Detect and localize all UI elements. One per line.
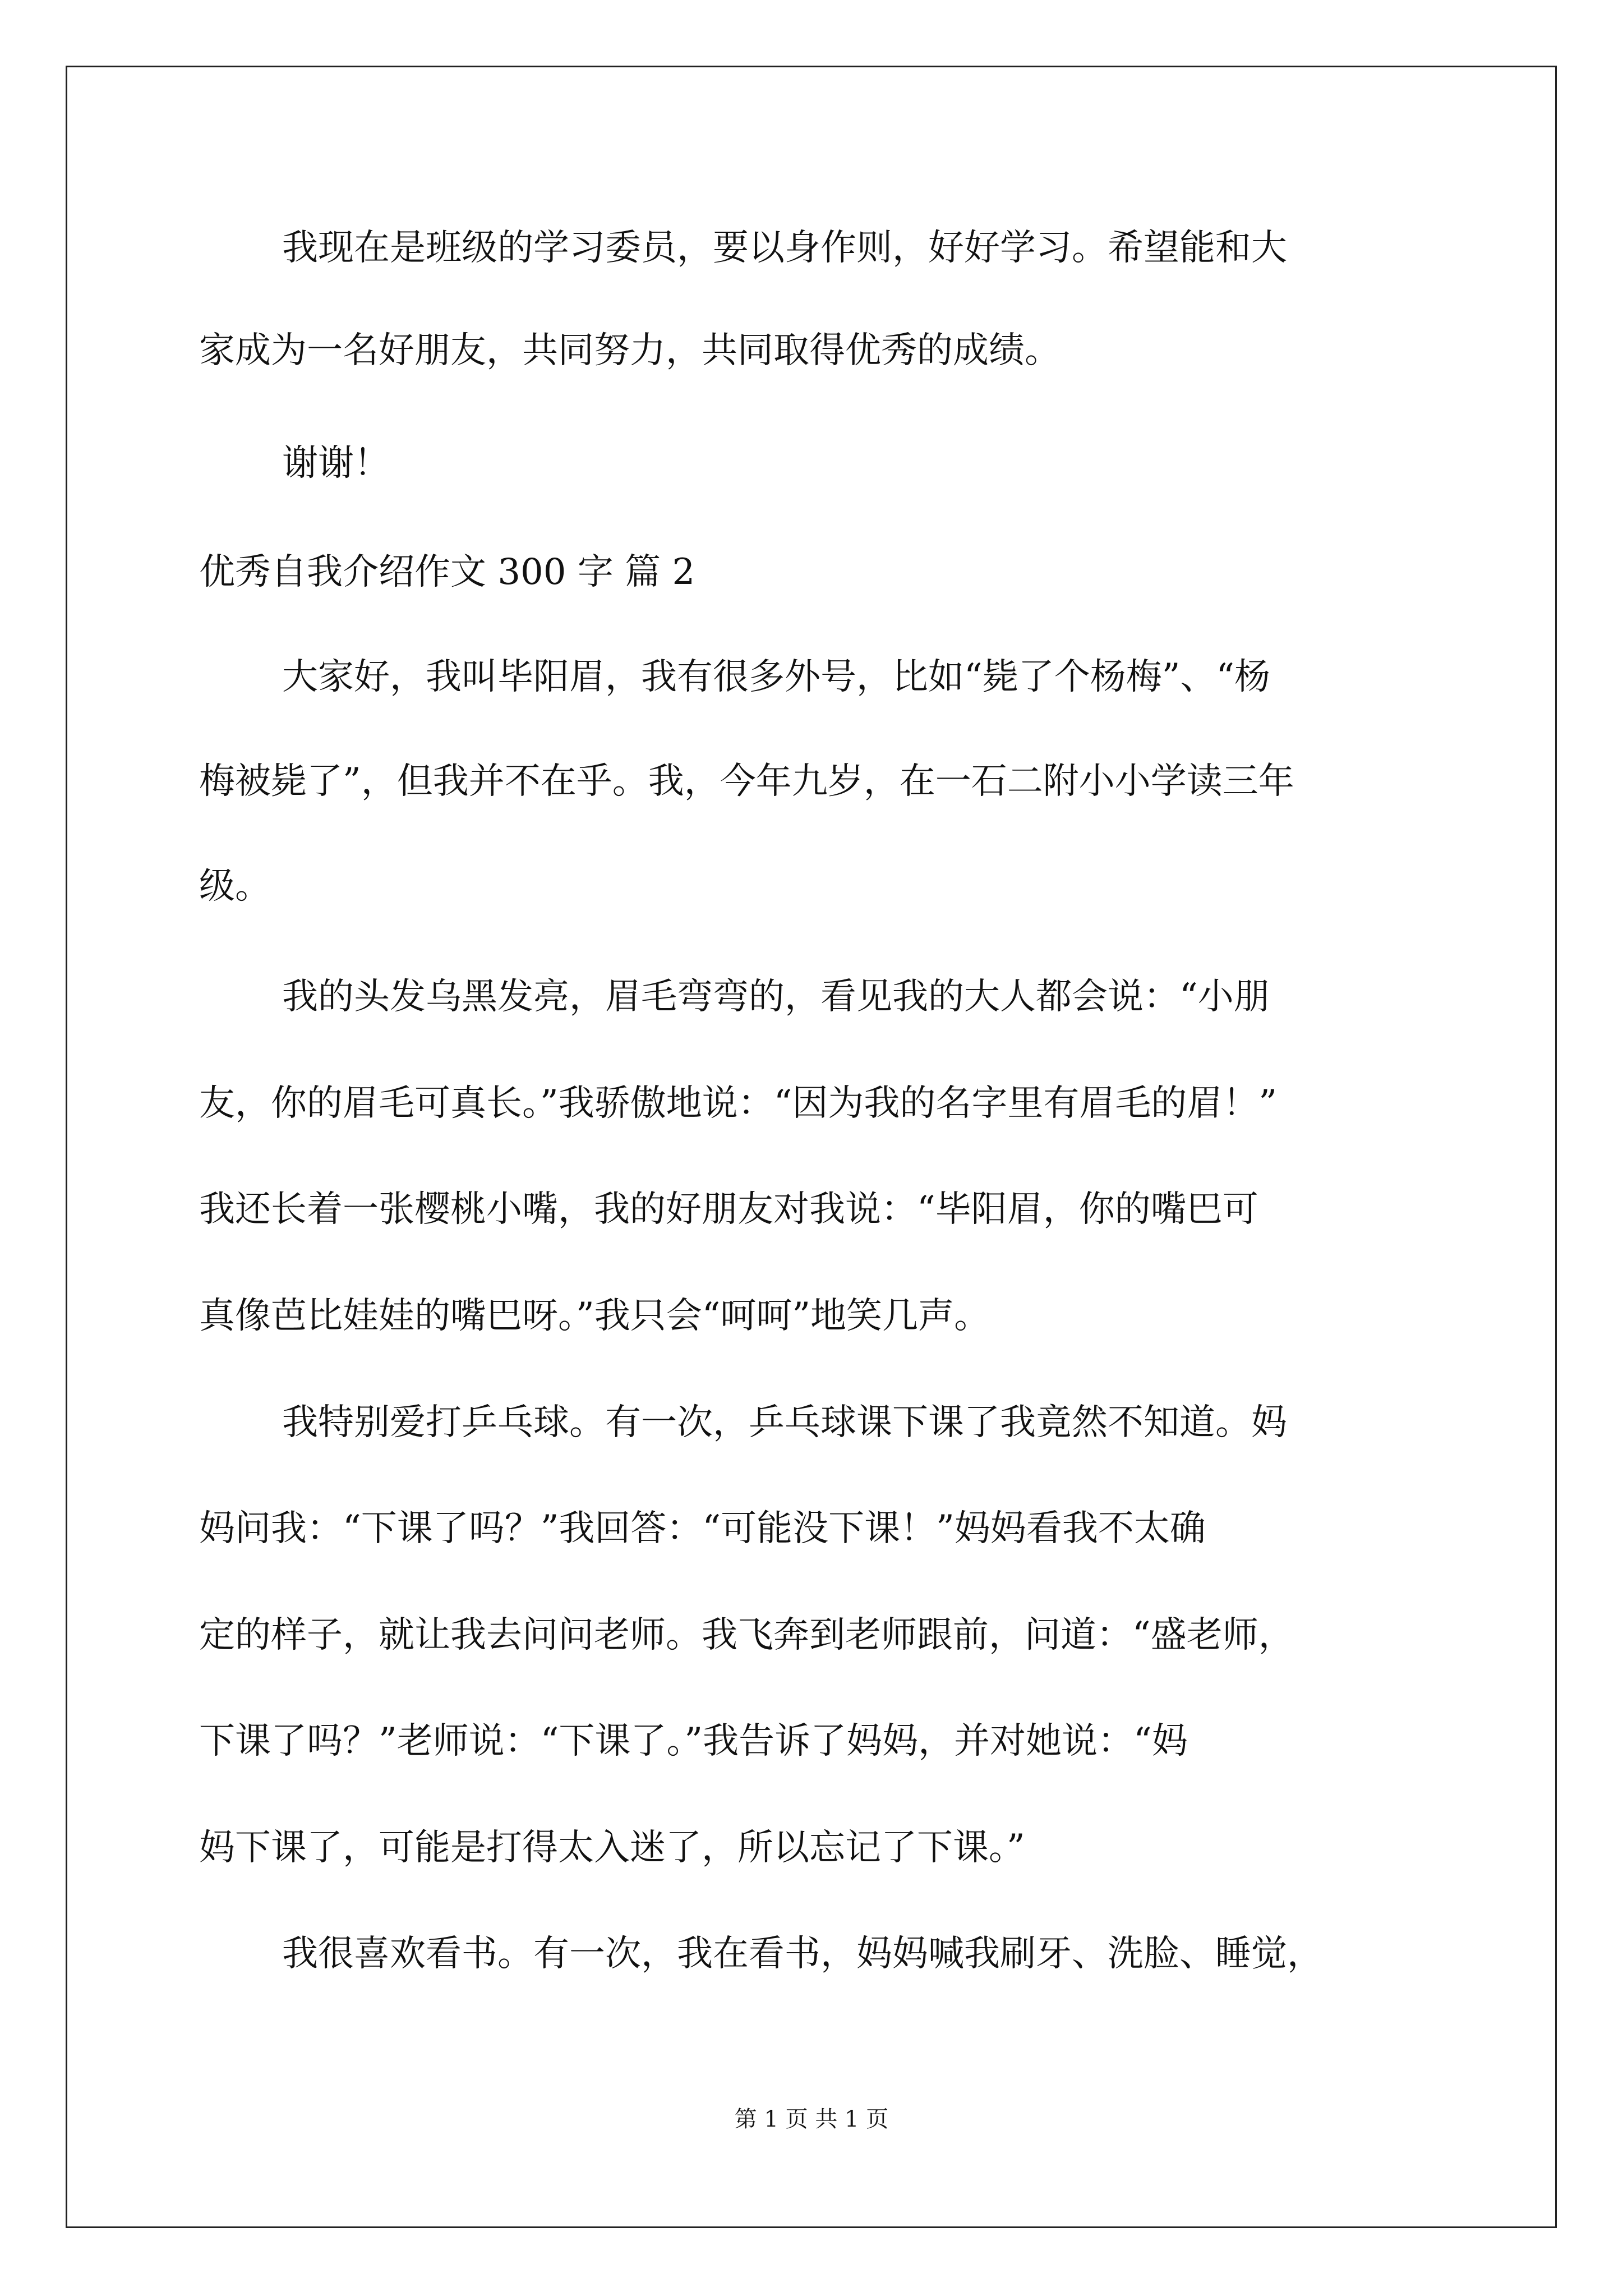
paragraph-3-line-4: 真像芭比娃娃的嘴巴呀。”我只会“呵呵”地笑几声。 [199, 1295, 990, 1337]
paragraph-2-line-1: 大家好，我叫毕阳眉，我有很多外号，比如“毙了个杨梅”、“杨 [282, 656, 1271, 698]
paragraph-1-line-2: 家成为一名好朋友，共同努力，共同取得优秀的成绩。 [199, 330, 1061, 371]
paragraph-3-line-3: 我还长着一张樱桃小嘴，我的好朋友对我说：“毕阳眉，你的嘴巴可 [199, 1189, 1258, 1230]
paragraph-3-line-2: 友，你的眉毛可真长。”我骄傲地说：“因为我的名字里有眉毛的眉！” [199, 1083, 1278, 1124]
page-footer: 第 1 页 共 1 页 [734, 2106, 889, 2132]
page-border [66, 66, 1557, 2228]
paragraph-4-line-3: 定的样子，就让我去问问老师。我飞奔到老师跟前，问道：“盛老师， [199, 1614, 1294, 1656]
paragraph-thanks: 谢谢！ [282, 443, 390, 484]
paragraph-3-line-1: 我的头发乌黑发亮，眉毛弯弯的，看见我的大人都会说：“小朋 [282, 976, 1270, 1018]
paragraph-4-line-4: 下课了吗？”老师说：“下课了。”我告诉了妈妈，并对她说：“妈 [199, 1720, 1188, 1762]
paragraph-2-line-2: 梅被毙了”，但我并不在乎。我，今年九岁，在一石二附小小学读三年 [199, 761, 1294, 802]
section-heading: 优秀自我介绍作文 300 字 篇 2 [199, 551, 695, 593]
paragraph-5-line-1: 我很喜欢看书。有一次，我在看书，妈妈喊我刷牙、洗脸、睡觉， [282, 1933, 1323, 1975]
paragraph-4-line-5: 妈下课了，可能是打得太入迷了，所以忘记了下课。” [199, 1827, 1025, 1869]
paragraph-2-line-3: 级。 [199, 866, 271, 907]
paragraph-4-line-2: 妈问我：“下课了吗？”我回答：“可能没下课！”妈妈看我不太确 [199, 1508, 1206, 1549]
paragraph-1-line-1: 我现在是班级的学习委员，要以身作则，好好学习。希望能和大 [282, 227, 1287, 269]
paragraph-4-line-1: 我特别爱打乒乓球。有一次，乒乓球课下课了我竟然不知道。妈 [282, 1402, 1287, 1443]
